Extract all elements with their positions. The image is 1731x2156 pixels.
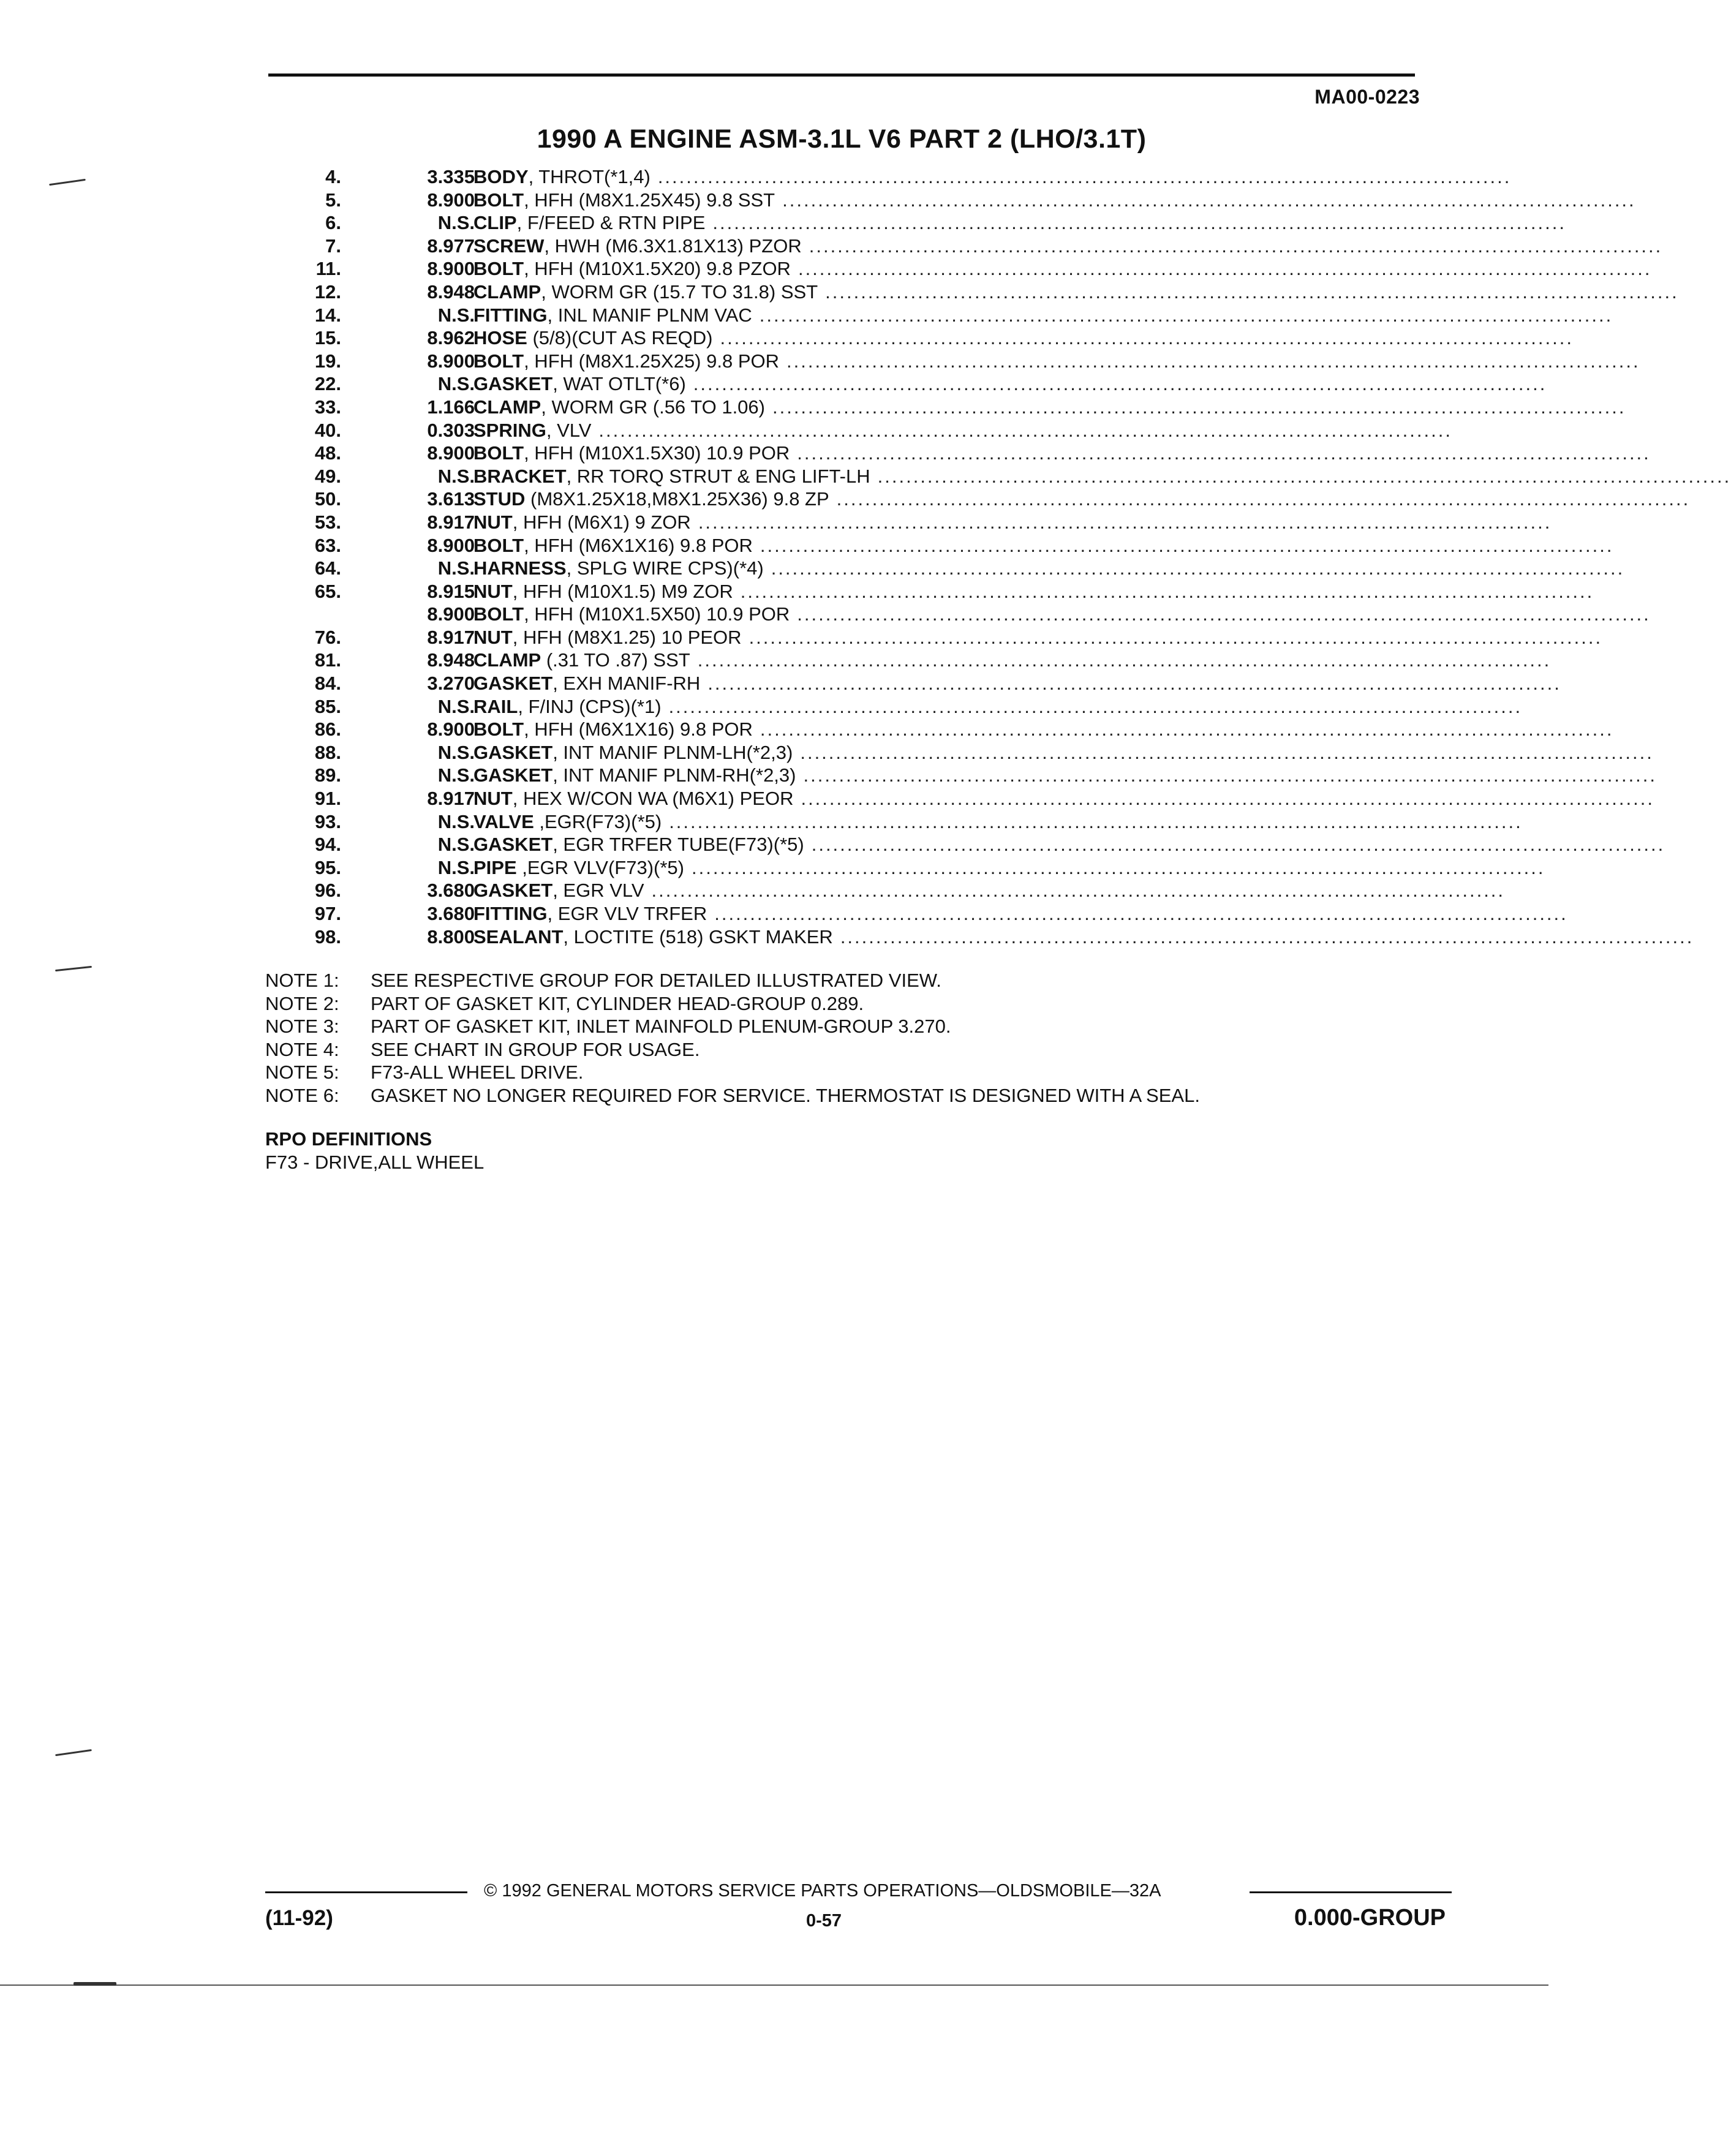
part-row [263, 557, 1625, 580]
part-group-number: N.S. [437, 810, 475, 832]
part-description [473, 281, 1679, 304]
dot-leader: ........................................................................................................................ [803, 764, 1657, 786]
dot-leader: ........................................................................................................................ [782, 189, 1636, 211]
part-ref-number: 11. [315, 258, 341, 280]
part-detail: , HFH (M8X1.25) 10 PEOR [512, 626, 742, 648]
part-description [473, 695, 1523, 718]
part-group-number: 0.303 [427, 419, 475, 441]
part-group-number: 3.613 [427, 488, 475, 510]
part-name: HARNESS [473, 557, 567, 579]
part-name: BOLT [473, 718, 524, 741]
part-row [263, 741, 1654, 764]
part-group-number: 8.900 [427, 350, 475, 372]
dot-leader: ........................................................................................................................ [693, 373, 1547, 395]
part-detail: , RR TORQ STRUT & ENG LIFT-LH [566, 465, 870, 487]
part-group-number: 8.900 [427, 442, 475, 464]
part-detail: , EGR TRFER TUBE(F73)(*5) [552, 834, 804, 856]
part-detail: , HFH (M6X1X16) 9.8 POR [524, 718, 753, 741]
part-detail: , F/INJ (CPS)(*1) [518, 695, 662, 717]
part-ref-number: 49. [314, 465, 341, 487]
part-group-number: 8.917 [427, 511, 475, 533]
dot-leader: ........................................................................................................................ [714, 903, 1568, 924]
part-row [263, 372, 1547, 396]
part-description [473, 787, 1654, 810]
part-detail: , WAT OTLT(*6) [552, 373, 686, 395]
part-description [473, 304, 1613, 327]
part-ref-number: 19. [314, 350, 341, 372]
note-text: PART OF GASKET KIT, INLET MAINFOLD PLENUM-GROUP 3.270. [371, 1016, 951, 1037]
dot-leader: ........................................................................................................................ [691, 856, 1545, 878]
part-ref-number: 89. [314, 764, 341, 786]
part-name: SPRING [473, 419, 546, 441]
part-description [473, 165, 1512, 189]
note-line [265, 992, 1200, 1016]
rpo-item: F73 - DRIVE,ALL WHEEL [265, 1151, 485, 1173]
part-description [473, 741, 1654, 764]
group-number: 0.000-GROUP [1294, 1905, 1446, 1931]
part-name: GASKET [473, 880, 553, 902]
part-detail: , HFH (M8X1.25X45) 9.8 SST [524, 189, 775, 211]
note-line [265, 1061, 1200, 1084]
note-label: NOTE 4: [265, 1038, 339, 1060]
part-detail: , HFH (M8X1.25X25) 9.8 POR [524, 350, 780, 372]
part-row [263, 419, 1452, 442]
dot-leader: ........................................................................................................................ [668, 695, 1523, 717]
part-row [263, 879, 1506, 902]
part-name: GASKET [473, 741, 553, 763]
part-name: CLAMP [473, 281, 541, 303]
part-row [263, 465, 1731, 488]
part-row [263, 718, 1614, 741]
part-row [263, 442, 1651, 465]
part-row [263, 695, 1523, 718]
part-row [263, 603, 1651, 626]
part-ref-number: 86. [314, 718, 341, 741]
part-name: NUT [473, 788, 513, 810]
part-ref-number: 98. [314, 925, 341, 948]
part-description [473, 350, 1640, 373]
part-detail: , INL MANIF PLNM VAC [547, 304, 752, 326]
part-name: NUT [473, 626, 513, 648]
part-group-number: 8.900 [427, 603, 475, 625]
part-row [263, 672, 1561, 695]
part-detail: , INT MANIF PLNM-RH(*2,3) [552, 764, 796, 786]
part-group-number: 8.977 [427, 235, 475, 257]
part-row [263, 326, 1574, 350]
part-row [263, 856, 1545, 880]
part-group-number: N.S. [437, 834, 475, 856]
part-name: STUD [473, 488, 526, 510]
part-name: BRACKET [473, 465, 567, 487]
part-group-number: N.S. [437, 465, 475, 487]
dot-leader: ........................................................................................................................ [797, 603, 1651, 625]
dot-leader: ........................................................................................................................ [749, 626, 1603, 648]
part-detail: , HFH (M10X1.5X50) 10.9 POR [524, 603, 790, 625]
part-group-number: N.S. [437, 373, 475, 395]
note-text: SEE CHART IN GROUP FOR USAGE. [371, 1038, 700, 1060]
part-group-number: N.S. [437, 212, 475, 234]
part-name: BOLT [473, 258, 524, 280]
part-ref-number: 81. [314, 649, 341, 671]
part-group-number: N.S. [437, 764, 475, 786]
dot-leader: ........................................................................................................................ [657, 166, 1512, 187]
part-group-number: 3.680 [427, 880, 475, 902]
rpo-items [265, 1151, 484, 1174]
footer-rule-right [1250, 1891, 1452, 1893]
part-group-number: 8.917 [427, 788, 475, 810]
dot-leader: ........................................................................................................................ [840, 925, 1694, 948]
part-row [263, 257, 1652, 281]
part-name: GASKET [473, 764, 553, 786]
note-label: NOTE 3: [265, 1016, 339, 1037]
dot-leader: ........................................................................................................................ [772, 396, 1626, 418]
part-ref-number: 91. [314, 788, 341, 810]
page-title: 1990 A ENGINE ASM-3.1L V6 PART 2 (LHO/3.1T) [537, 124, 1147, 154]
part-detail: , EGR VLV TRFER [547, 903, 707, 924]
dot-leader: ........................................................................................................................ [811, 834, 1665, 856]
part-description [473, 925, 1694, 949]
part-ref-number: 40. [314, 419, 341, 441]
part-ref-number: 53. [314, 511, 341, 533]
part-row [263, 189, 1636, 212]
part-ref-number: 15. [314, 327, 341, 349]
part-name: BOLT [473, 603, 524, 625]
page-number: 0-57 [806, 1911, 842, 1931]
part-row [263, 396, 1626, 419]
dot-leader: ........................................................................................................................ [697, 649, 1552, 671]
copyright-text: © 1992 GENERAL MOTORS SERVICE PARTS OPERATIONS—OLDSMOBILE—32A [484, 1881, 1161, 1901]
top-rule [268, 74, 1415, 77]
part-row [263, 649, 1552, 672]
part-detail: , EXH MANIF-RH [552, 673, 701, 695]
part-name: FITTING [473, 304, 548, 326]
part-name: SEALANT [473, 925, 564, 948]
parts-list [263, 165, 1731, 948]
part-group-number: 8.900 [427, 534, 475, 556]
part-name: FITTING [473, 903, 548, 924]
dot-leader: ........................................................................................................................ [798, 258, 1652, 280]
part-group-number: 3.680 [427, 903, 475, 924]
part-row [263, 626, 1603, 649]
part-ref-number: 14. [314, 304, 341, 326]
part-detail: , HFH (M10X1.5X30) 10.9 POR [524, 442, 790, 464]
part-row [263, 488, 1691, 511]
rpo-definitions [265, 1128, 484, 1174]
dot-leader: ........................................................................................................................ [877, 465, 1731, 487]
part-name: HOSE [473, 327, 527, 349]
note-line [265, 1015, 1200, 1038]
part-name: BOLT [473, 189, 524, 211]
part-ref-number: 64. [314, 557, 341, 579]
part-detail: (5/8)(CUT AS REQD) [527, 327, 713, 349]
note-text: PART OF GASKET KIT, CYLINDER HEAD-GROUP 0.289. [371, 992, 864, 1014]
part-group-number: N.S. [437, 557, 475, 579]
part-row [263, 511, 1552, 534]
part-detail: , HFH (M10X1.5) M9 ZOR [512, 580, 733, 602]
part-description [473, 465, 1731, 488]
part-detail: , LOCTITE (518) GSKT MAKER [563, 925, 833, 948]
dot-leader: ........................................................................................................................ [651, 880, 1506, 902]
dot-leader: ........................................................................................................................ [800, 741, 1654, 763]
dot-leader: ........................................................................................................................ [598, 419, 1452, 441]
dot-leader: ........................................................................................................................ [825, 281, 1679, 303]
dot-leader: ........................................................................................................................ [797, 442, 1651, 464]
part-description [473, 764, 1657, 787]
part-description [473, 603, 1651, 626]
part-description [473, 442, 1651, 465]
dot-leader: ........................................................................................................................ [698, 511, 1552, 533]
part-row [263, 281, 1679, 304]
part-row [263, 810, 1523, 834]
part-name: CLIP [473, 212, 517, 234]
part-detail: , HFH (M6X1) 9 ZOR [512, 511, 691, 533]
part-name: GASKET [473, 673, 553, 695]
part-row [263, 925, 1694, 949]
dot-leader: ........................................................................................................................ [771, 557, 1625, 579]
note-text: SEE RESPECTIVE GROUP FOR DETAILED ILLUSTRATED VIEW. [371, 970, 941, 991]
part-row [263, 833, 1665, 856]
part-description [473, 372, 1547, 396]
part-name: NUT [473, 580, 513, 602]
part-description [473, 902, 1568, 925]
note-line [265, 1038, 1200, 1061]
part-name: GASKET [473, 834, 553, 856]
dot-leader: ........................................................................................................................ [759, 304, 1613, 326]
part-group-number: N.S. [437, 856, 475, 878]
part-group-number: 3.270 [427, 673, 475, 695]
part-group-number: 8.900 [427, 258, 475, 280]
rpo-heading: RPO DEFINITIONS [265, 1128, 432, 1150]
note-label: NOTE 6: [265, 1084, 339, 1106]
note-label: NOTE 2: [265, 992, 339, 1014]
part-ref-number: 85. [314, 695, 341, 717]
part-description [473, 488, 1691, 511]
note-text: GASKET NO LONGER REQUIRED FOR SERVICE. THERMOSTAT IS DESIGNED WITH A SEAL. [371, 1084, 1200, 1106]
part-detail: , F/FEED & RTN PIPE [516, 212, 706, 234]
part-description [473, 557, 1625, 580]
scan-mark [55, 966, 92, 971]
part-name: BOLT [473, 350, 524, 372]
part-detail: , VLV [546, 419, 592, 441]
part-name: CLAMP [473, 649, 541, 671]
part-group-number: 8.900 [427, 718, 475, 741]
part-group-number: 8.900 [427, 189, 475, 211]
dot-leader: ........................................................................................................................ [669, 810, 1523, 832]
part-detail: (.31 TO .87) SST [541, 649, 690, 671]
part-name: NUT [473, 511, 513, 533]
part-name: RAIL [473, 695, 518, 717]
part-group-number: N.S. [437, 695, 475, 717]
note-text: F73-ALL WHEEL DRIVE. [371, 1061, 584, 1083]
bottom-rule [0, 1985, 1548, 1986]
part-row [263, 534, 1614, 557]
part-ref-number: 33. [314, 396, 341, 418]
part-description [473, 810, 1523, 834]
part-ref-number: 95. [314, 856, 341, 878]
part-group-number: 1.166 [427, 396, 475, 418]
part-description [473, 534, 1614, 557]
part-name: PIPE [473, 856, 517, 878]
part-ref-number: 6. [325, 212, 341, 234]
note-label: NOTE 1: [265, 970, 339, 991]
part-detail: , EGR VLV [552, 880, 644, 902]
part-name: BOLT [473, 534, 524, 556]
part-detail: , INT MANIF PLNM-LH(*2,3) [552, 741, 793, 763]
part-name: SCREW [473, 235, 545, 257]
part-group-number: N.S. [437, 304, 475, 326]
part-name: CLAMP [473, 396, 541, 418]
part-ref-number: 4. [325, 166, 341, 187]
part-ref-number: 93. [314, 810, 341, 832]
part-detail: , WORM GR (.56 TO 1.06) [541, 396, 765, 418]
part-description [473, 257, 1652, 281]
part-description [473, 189, 1636, 212]
part-name: BODY [473, 166, 529, 187]
part-detail: (M8X1.25X18,M8X1.25X36) 9.8 ZP [525, 488, 829, 510]
part-description [473, 396, 1626, 419]
part-ref-number: 94. [314, 834, 341, 856]
part-description [473, 626, 1603, 649]
part-ref-number: 84. [314, 673, 341, 695]
notes-section [265, 969, 1200, 1107]
part-row [263, 764, 1657, 787]
part-description [473, 511, 1552, 534]
document-code: MA00-0223 [1314, 86, 1420, 108]
scan-mark [55, 1749, 92, 1756]
part-ref-number: 97. [314, 903, 341, 924]
part-name: BOLT [473, 442, 524, 464]
dot-leader: ........................................................................................................................ [760, 718, 1614, 741]
part-group-number: 8.948 [427, 649, 475, 671]
part-ref-number: 65. [314, 580, 341, 602]
part-row [263, 580, 1594, 603]
dot-leader: ........................................................................................................................ [836, 488, 1691, 510]
part-description [473, 879, 1506, 902]
part-ref-number: 7. [325, 235, 341, 257]
part-description [473, 856, 1545, 880]
part-row [263, 787, 1654, 810]
part-ref-number: 22. [314, 373, 341, 395]
part-description [473, 419, 1452, 442]
part-row [263, 235, 1663, 258]
part-description [473, 326, 1574, 350]
part-group-number: 8.800 [427, 925, 475, 948]
note-line [265, 1084, 1200, 1107]
footer-rule-left [265, 1891, 467, 1893]
part-group-number: 8.915 [427, 580, 475, 602]
part-detail: , WORM GR (15.7 TO 31.8) SST [541, 281, 818, 303]
part-group-number: 8.962 [427, 327, 475, 349]
part-name: VALVE [473, 810, 534, 832]
part-description [473, 235, 1663, 258]
part-row [263, 304, 1613, 327]
dot-leader: ........................................................................................................................ [786, 350, 1640, 372]
part-detail: ,EGR(F73)(*5) [534, 810, 662, 832]
dot-leader: ........................................................................................................................ [801, 788, 1654, 810]
part-ref-number: 88. [314, 741, 341, 763]
part-detail: ,EGR VLV(F73)(*5) [516, 856, 684, 878]
part-ref-number: 5. [325, 189, 341, 211]
part-ref-number: 96. [314, 880, 341, 902]
part-row [263, 350, 1640, 373]
part-description [473, 211, 1566, 235]
part-ref-number: 76. [314, 626, 341, 648]
part-group-number: 8.948 [427, 281, 475, 303]
part-description [473, 580, 1594, 603]
dot-leader: ........................................................................................................................ [712, 212, 1566, 234]
dot-leader: ........................................................................................................................ [809, 235, 1663, 257]
part-group-number: N.S. [437, 741, 475, 763]
dot-leader: ........................................................................................................................ [760, 534, 1614, 556]
dot-leader: ........................................................................................................................ [740, 580, 1594, 602]
part-ref-number: 48. [314, 442, 341, 464]
part-description [473, 833, 1665, 856]
part-row [263, 165, 1512, 189]
note-line [265, 969, 1200, 992]
part-description [473, 718, 1614, 741]
part-detail: , HFH (M6X1X16) 9.8 POR [524, 534, 753, 556]
part-ref-number: 50. [314, 488, 341, 510]
part-detail: , HWH (M6.3X1.81X13) PZOR [544, 235, 802, 257]
dot-leader: ........................................................................................................................ [707, 673, 1561, 695]
part-name: GASKET [473, 373, 553, 395]
part-detail: , HFH (M10X1.5X20) 9.8 PZOR [524, 258, 791, 280]
part-ref-number: 12. [314, 281, 341, 303]
part-description [473, 672, 1561, 695]
part-description [473, 649, 1552, 672]
part-detail: , THROT(*1,4) [528, 166, 651, 187]
note-label: NOTE 5: [265, 1061, 339, 1083]
part-ref-number: 63. [314, 534, 341, 556]
revision-date: (11-92) [265, 1906, 333, 1930]
part-group-number: 8.917 [427, 626, 475, 648]
part-row [263, 211, 1566, 235]
dot-leader: ........................................................................................................................ [720, 327, 1574, 349]
part-group-number: 3.335 [427, 166, 475, 187]
part-row [263, 902, 1568, 925]
scan-mark [49, 179, 86, 186]
scan-mark [74, 1982, 116, 1986]
part-detail: , SPLG WIRE CPS)(*4) [566, 557, 764, 579]
part-detail: , HEX W/CON WA (M6X1) PEOR [512, 788, 794, 810]
